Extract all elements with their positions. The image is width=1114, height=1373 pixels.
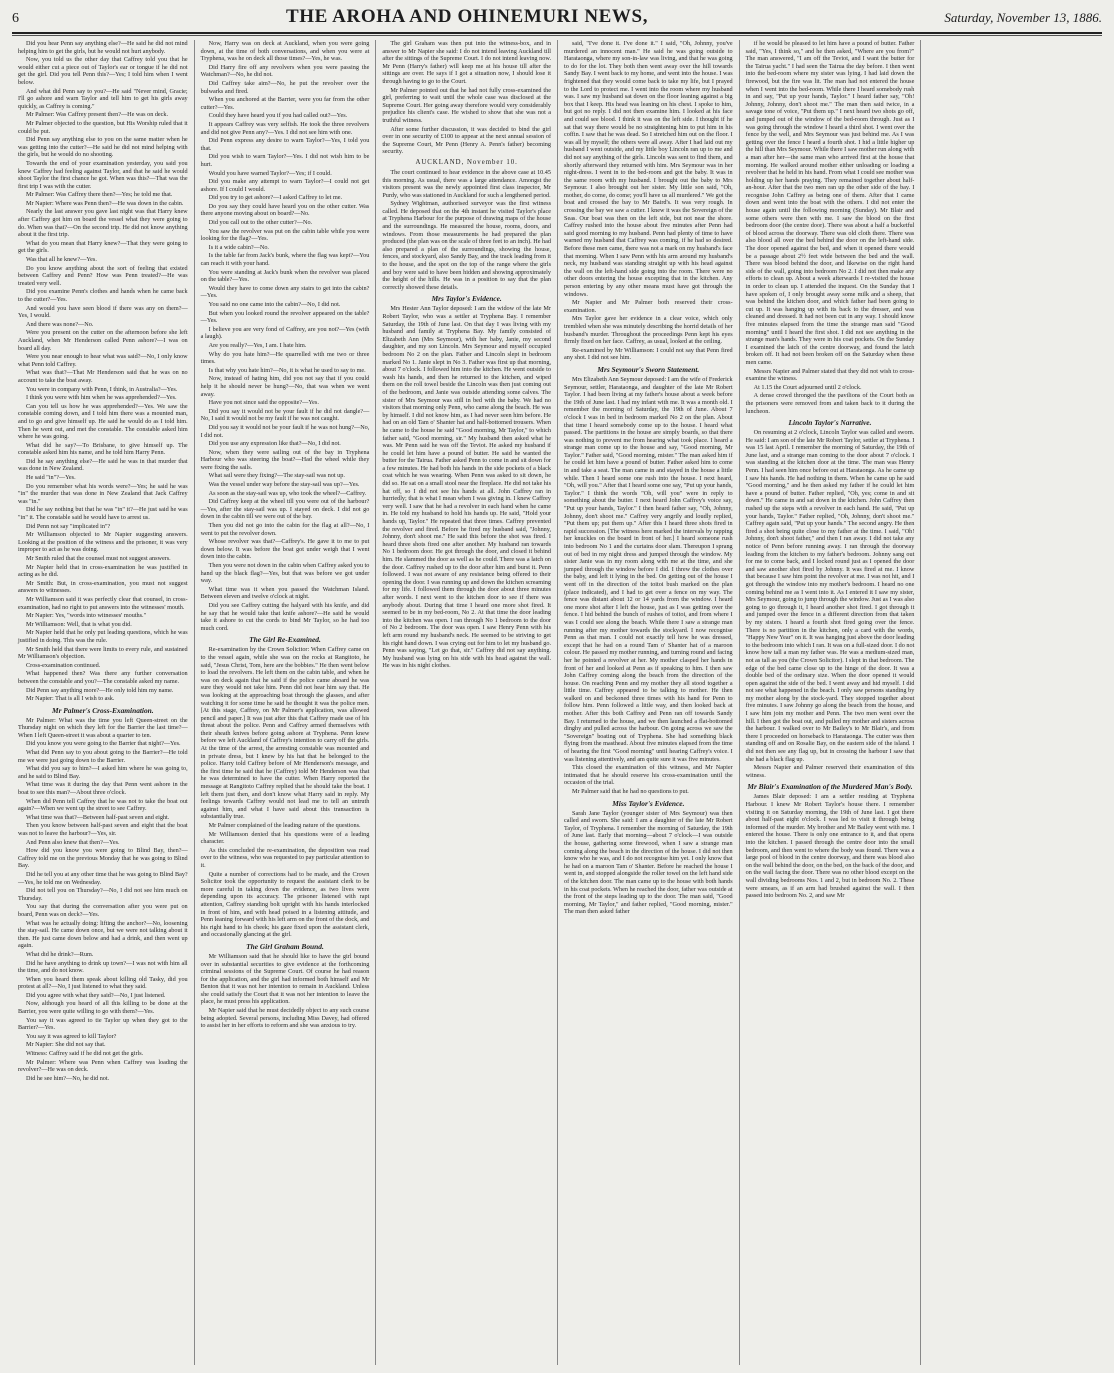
- article-columns: [12, 40, 1102, 1365]
- paragraph: Do you remember what his words were?—Yes; he said he was "in" the murder that was done in New Zealand that Jack Caffrey was "in.": [18, 482, 188, 505]
- paragraph: You say it was agreed to kill Taylor?: [26, 1032, 117, 1040]
- paragraph: I think you were with him when he was apprehended?—Yes.: [26, 394, 177, 402]
- paragraph: Did you hear Penn say anything else?—He said he did not mind helping him to get the girls, but he would not hurt anybody.: [18, 40, 188, 55]
- paragraph: Did he have anything to drink up town?—I was not with him all the time, and do not know.: [18, 959, 188, 975]
- paragraph: When you anchored at the Barrier, were you far from the other cutter?—Yes.: [200, 96, 370, 111]
- paragraph: Mr Palmer said that he had no questions to put.: [572, 788, 689, 795]
- paragraph: Then you know between half-past seven and eight that the boat was not to leave the harbour?—Yes, sir.: [18, 822, 188, 837]
- paragraph: At 1.15 the Court adjourned until 2 o'clock.: [753, 383, 862, 391]
- paragraph: And would you have seen blood if there was any on them?—Yes, I would.: [18, 304, 188, 320]
- paragraph: Cross-examination continued.: [26, 661, 101, 669]
- column-5: [739, 40, 921, 1365]
- masthead: [12, 6, 1102, 34]
- paragraph: Did you say it would not be your fault if he did not dangle?—No, I said it would not be my fault if he was not caught.: [200, 407, 370, 423]
- paragraph: Did he say anything else?—He said he was in that murder that was done in New Zealand.: [18, 457, 188, 473]
- paragraph: Are you really?—Yes, I am. I hate him.: [208, 341, 307, 349]
- paragraph: Messrs Napier and Palmer stated that they did not wish to cross-examine the witness.: [745, 367, 915, 383]
- paragraph: What did Penn say to you about going to the Barrier?—He told me we were just going down to the Barrier.: [18, 749, 188, 764]
- paragraph: You saw the revolver was put on the cabin table while you were looking for the flag?—Yes.: [200, 227, 370, 243]
- paragraph: Now, although you heard of all this killing to be done at the Barrier, you were quite willing to go with them?—Yes.: [18, 1000, 188, 1016]
- paragraph: Did you wish to warn Taylor?—Yes. I did not wish him to be hurt.: [200, 153, 370, 168]
- paragraph: Mr Palmer pointed out that he had not fully cross-examined the girl, preferring to wait until the whole case was disclosed at the Supreme Court. Her going away therefore would very considerably prejudice his client's case. He wished to show that she was not a truthful witness.: [382, 86, 551, 124]
- paragraph: Did you try to get ashore?—I asked Caffrey to let me.: [208, 194, 343, 202]
- paragraph: Mr Williamson said that he should like to have the girl bound over in substantial securities to give evidence at the forthcoming criminal sessions of the Supreme Court. Of course he had reason for the application, and the girl had informed both himself and Mr Benton that it was not her intention to remain in Auckland. Unless she could satisfy the Court that it was not her intention to leave the place, he must press his application.: [200, 952, 370, 1006]
- column-3: [375, 40, 557, 1365]
- paragraph: Mrs Elizabeth Ann Seymour deposed: I am the wife of Frederick Seymour, settler, Harataonga, and daughter of the late Mr Robert Taylor. I had been living at my father's house about a week before the 19th of June last. I had my infant with me. It was a month old. I remember the morning of Saturday, the 19th of June. About 7 o'clock I was in bed in bedroom marked No 2 on the plan. About that time I heard somebody come up to the house. I heard what passed. The partitions in the house are simply boards, so that there was nothing to prevent me from hearing what took place. I heard a strange man come up to the house and say, "Good morning, Mr Taylor." Father said, "Good morning, mister." The man asked him if he could let him have a pound of butter. Father asked him to come in and take a seat. The man came in and stayed in the house a little while. Then I heard some one rush into the house. I next heard, "Oh, will you." After that I heard some one say, "Put up your hands, Taylor." I think the words "Oh, will you" were in reply to something about the butter. I next heard John Caffrey's voice say, "Put up your hands, Taylor." I then heard father say, "Oh, Johnny, Johnny, don't shoot me." Caffrey very angrily and loudly replied, "Put them up; put them up." After this I heard three shots fired in rapid succession. [The witness here marked the intervals by rapping her knuckles on the board in front of her.] I heard someone rush into bedroom No 1 and the curtains door slam. Thereupon I sprang out of bed in my night dress and jumped through the window. My sister Janie was in my room along with me at the time, and she jumped through the window before I did. I threw the clothes over the baby, and left it lying in the bed. On getting out of the house I went off in the direction of the toitoi bush marked on the plan (place indicated), and I had to get over a fence on my way. The fence was distant about 12 or 14 yards from the window. I heard one more shot after I left the house, just as I was getting over the fence. I hid behind the bunch of rushes of toitoi, and from where I was I could see along the beach. While there I saw a strange man running after my mother towards the stockyard. I now recognise Penn as that man. I could not exactly tell how he was dressed, except that he had on a round Tam o' Shanter hat of a maroon colour. He passed my mother running, and turning round and facing her he pointed a revolver at her. My mother clasped her hands in front of her and looked at Penn as if speaking to him. I then saw John Caffrey coming along the beach from the direction of the house. On reaching Penn and my mother they all stood together a little time. Caffrey appeared to be talking to mother. He then walked on and beckoned three times with his hand for Penn to follow him. Penn followed a little way, and then looked back at mother. After this both Caffrey and Penn ran off towards Sandy Bay. I returned to the house, and we then launched a flat-bottomed dinghy and pulled across the harbour. On going across we saw the "Sovereign" boating out of Tryphena. She had something black flying from the masthead. About five minutes elapsed from the time of hearing the first "Good morning" until hearing Caffrey's voice. I was listening attentively, and am quite sure it was five minutes.: [564, 375, 733, 763]
- section-heading: Mr Palmer's Cross-Examination.: [52, 705, 154, 715]
- paragraph: A dense crowd thronged the the pavilions of the Court both as the prisoners were removed from and taken back to it during the luncheon.: [745, 392, 915, 415]
- paragraph: Mr Palmer: Was Caffrey present then?—He was on deck.: [26, 111, 169, 119]
- paragraph: Is that why you hate him?—No, it is what he used to say to me.: [208, 366, 366, 374]
- paragraph: Mr Napier and Mr Palmer both reserved their cross-examination.: [564, 299, 733, 314]
- paragraph: Did Penn express any desire to warn Taylor?—Yes, I told you that.: [200, 137, 370, 152]
- section-heading: Miss Taylor's Evidence.: [612, 798, 685, 808]
- paragraph: But when you looked round the revolver appeared on the table?—Yes.: [200, 309, 370, 325]
- paragraph: What did he say?—To Brisbane, to give himself up. The constable asked him his name, and he told him Harry Penn.: [18, 441, 188, 457]
- paragraph: Mr Napier: That is all I wish to ask.: [26, 695, 115, 703]
- paragraph: Did you see Caffrey cutting the halyard with his knife, and did he say that he would take that knife ashore?—He said he would take it ashore to cut the cords to bind Mr Taylor, so he had too much cord.: [200, 601, 370, 632]
- paragraph: Can you tell us how he was apprehended?—Yes. We saw the constable coming down, and I told him there was a mounted man, and to go and give himself up. He said he would do as I told him. Then he went out, and met the constable. The constable asked him where he was going.: [18, 402, 188, 441]
- paragraph: It appears Caffrey was very selfish. He took the three revolvers and did not give Penn any?—Yes. I did not see him with one.: [200, 120, 370, 136]
- paragraph: Do you say they could have heard you on the other cutter. Was there anyone moving about on board?—No.: [200, 202, 370, 218]
- paragraph: Towards the end of your examination yesterday, you said you knew Caffrey had feeling against Taylor, and that he said he would shoot Taylor the first chance he got. When was this?—That was the first trip I was with the cutter.: [18, 159, 188, 190]
- paragraph: The girl Graham was then put into the witness-box, and in answer to Mr Napier she said: I do not intend leaving Auckland till after the sittings of the Supreme Court. I do not intend leaving now. Mr Penn (Harry's father) will keep me at his house till after the sittings are over. He says if I got a situation now, I should lose it through having to go to the Court.: [382, 40, 551, 85]
- section-heading: The Girl Re-Examined.: [249, 635, 321, 645]
- section-heading: Mrs Seymour's Sworn Statement.: [597, 364, 700, 374]
- paragraph: You say it was agreed to tie Taylor up when they got to the Barrier?—Yes.: [18, 1016, 188, 1032]
- column-2: [194, 40, 376, 1365]
- paragraph: Did you make any attempt to warn Taylor?—I could not get ashore. If I could I would.: [200, 178, 370, 193]
- paragraph: Did he tell you at any other time that he was going to Blind Bay?—Yes, he told me on Wednesday.: [18, 870, 188, 886]
- paragraph: Mrs Taylor gave her evidence in a clear voice, which only trembled when she was minutely describing the horrid details of her husband's murder. Throughout the proceedings Penn kept his eyes firmly fixed on her face. Caffrey, as usual, looked at the ceiling.: [564, 315, 733, 346]
- paragraph: Were you present on the cutter on the afternoon before she left Auckland, when Mr Henderson called Penn ashore?—I was on board all day.: [18, 329, 188, 352]
- paragraph: Sarah Jane Taylor (younger sister of Mrs Seymour) was then called and sworn. She said: I am a daughter of the late Mr Robert Taylor, of Tryphena. I remember the morning of Saturday, the 19th of June last. Early that morning—about 7 o'clock—I was outside the house, gathering some firewood, when I saw a strange man coming along the beach in the direction of the house. I did not then know who he was, and I do not recognise him yet. I only know that he had on a maroon Tam o' Shanter. Before he reached the house I went in, and stopped alongside the roller towel on the left hand side of the kitchen door. The man came up to the house with both hands in his coat pockets. When he reached the door, father was outside at the front of the steps leading up to the door. The man said, "Good morning, Mr Taylor," and father replied, "Good morning, mister." The man then asked father: [564, 809, 733, 916]
- paragraph: Now, you told us the other day that Caffrey told you that he would either cut a piece out of Taylor's ear or tongue if he did not get the girl. Did you tell Penn this?—Yes; I told him when I went below.: [18, 56, 188, 86]
- paragraph: Did you say it would not be your fault if he was not hung?—No, I did not.: [200, 423, 370, 439]
- paragraph: Mr Palmer complained of the leading nature of the questions.: [208, 822, 361, 829]
- paragraph: Whose revolver was that?—Caffrey's. He gave it to me to put down below. It was before the boat got under weigh that I went down into the cabin.: [200, 538, 370, 561]
- paragraph: Do you know anything about the sort of feeling that existed between Caffrey and Penn? How was Penn treated?—He was treated very well.: [18, 264, 188, 287]
- paragraph: Did he say nothing but that he was "in" it?—He just said he was "in" it. The constable said he would have to arrest us.: [18, 506, 188, 522]
- paragraph: Mr Williamson objected to Mr Napier suggesting answers. Looking at the position of the witness and the prisoner, it was very improper to act as he was doing.: [18, 531, 188, 554]
- section-heading: The Girl Graham Bound.: [246, 941, 324, 951]
- page-number: 6: [12, 11, 19, 26]
- paragraph: Did Penn say anything more?—He only told him my name.: [26, 686, 174, 694]
- paragraph: You were standing at Jack's bunk when the revolver was placed on the table?—Yes.: [200, 268, 370, 284]
- paragraph: Witness: Caffrey said if he did not get the girls.: [26, 1050, 144, 1058]
- paragraph: And there was none?—No.: [26, 320, 94, 328]
- paragraph: What was he actually doing: lifting the anchor?—No, loosening the stay-sail. He came down once, but we were not talking about it then. He just came down below and had a drink, and then went up again.: [18, 919, 188, 950]
- paragraph: Re-examined by Mr Williamson: I could not say that Penn fired any shot. I did not see him.: [564, 346, 733, 362]
- paragraph: You say that during the conversation after you were put on board, Penn was on deck?—Yes.: [18, 903, 188, 918]
- paragraph: James Blair deposed: I am a settler residing at Tryphena Harbour. I knew Mr Robert Taylor's house there. I remember visiting it on Saturday morning, the 19th of June last. I got there about half-past eight o'clock. I was led to visit it through being informed of the murder. My brother and Mr Bailey went with me. I entered the house. There is only one entrance to it, and that opens into the kitchen. I passed through the centre door into the small bedroom, and then went to where the body was found. There was a large pool of blood in the centre doorway, and there was blood also on the wall behind the door, on the bed, on the back of the door, and on the wall facing the door. There was no other blood except on the wall dividing bedrooms Nos. 1 and 2, but in bedroom No. 2. These were smears, as if an arm had brushed against the wall. I then passed into bedroom No. 2, and saw Mr: [745, 793, 915, 900]
- paragraph: How did you know you were going to Blind Bay, then?—Caffrey told me on the previous Monday that he was going to Blind Bay.: [18, 847, 188, 870]
- issue-date: Saturday, November 13, 1886.: [944, 10, 1102, 25]
- column-4: [557, 40, 739, 1365]
- paragraph: He said "in"?—Yes.: [26, 474, 76, 482]
- paragraph: Is it a wide cabin?—No.: [208, 243, 269, 251]
- paragraph: Now, instead of hating him, did you not say that if you could help it he should never be hung?—No, that was when we went away.: [200, 375, 370, 398]
- paragraph: Could they have heard you if you had called out?—Yes.: [208, 112, 348, 120]
- paragraph: Did Caffrey keep at the wheel till you were out of the harbour?—Yes, after the stay-sail was up. I stayed on deck. I did not go down in the cabin till we were out of the bay.: [200, 498, 370, 521]
- paragraph: When did Penn tell Caffrey that he was not to take the boat out again?—When we went up the street to see Caffrey.: [18, 797, 188, 813]
- paragraph: Did he see him?—No, he did not.: [26, 1074, 110, 1082]
- column-6: [920, 40, 1102, 1365]
- section-heading: Lincoln Taylor's Narrative.: [788, 418, 872, 428]
- paragraph: Did you use any expression like that?—No, I did not.: [208, 440, 341, 448]
- paragraph: Nearly the last answer you gave last night was that Harry knew after Caffrey got him on board the vessel what they were going to do. When was that?—On the second trip. He did not know anything about it the first trip.: [18, 208, 188, 239]
- paragraph: Was that all he knew?—Yes.: [26, 256, 97, 264]
- paragraph: Then you did not go into the cabin for the flag at all?—No, I went to put the revolver down.: [200, 522, 370, 537]
- paragraph: Did you know you were going to the Barrier that night?—Yes.: [26, 740, 181, 748]
- paragraph: Mr Napier held that he only put leading questions, which he was justified in doing. This was the rule.: [18, 629, 188, 644]
- paragraph: You said no one came into the cabin?—No, I did not.: [208, 301, 341, 308]
- paragraph: What sail were they fixing?—The stay-sail was not up.: [208, 472, 345, 480]
- paragraph: Were you near enough to hear what was said?—No, I only know what Penn told Caffrey.: [18, 353, 188, 368]
- paragraph: Did you examine Penn's clothes and hands when he came back to the cutter?—Yes.: [18, 288, 188, 303]
- paragraph: Sydney Wightman, authorised surveyor was the first witness called. He deposed that on the 4th instant he visited Taylor's place at Tryphena Harbour for the purpose of drawing maps of the house and the surroundings. He measured the house, rooms, doors, and windows. From those measurements he had prepared the plan produced (the plan was on the scale of three feet to an inch). He had also prepared a plan of the surroundings, showing the house, fences, and stockyard, also Sandy Bay, and the track leading from it to the house, and the spot on the top of the range where the girls and boy were said to have been hidden and showing approximately the height of the hills. He was in a position to say that the plan correctly showed these details.: [382, 200, 551, 291]
- paragraph: Why do you hate him?—He quarrelled with me two or three times.: [200, 350, 370, 366]
- paragraph: This closed the examination of this witness, and Mr Napier intimated that he should reserve his cross-examination until the occasion of the trial.: [564, 764, 733, 787]
- paragraph: said, "I've done it. I've done it." I said, "Oh, Johnny, you've murdered an innocent man." He said he was going outside to Harataonga, where my son-in-law was living, and that he was going to do for the lot. They both then went away over the hill towards Sandy Bay. I went back to my home, and went into the house. I was frightened that they would come back to take my life, but I prayed to the Lord to protect me. I went into the room where my husband was. I saw my husband sat down on the floor leaning against a big box that I keep. His head was leaning on his chest. I spoke to him, but got no reply. I did not then examine him. I looked at his face and could see blood. I think it was on the left side. I thought if he sat that way there would be no straightening him to put him in his coffin. I saw that he was dead. So I stretched him out on the floor. I was all by myself; the others were all away. After I had laid out my husband I went outside, and my little boy Lincoln ran up to me and did not say anything of the girls. Lincoln was sent to find them, and shortly afterward they returned with him. Mrs Seymour was in her night-dress. I went in to the bed-room and got the baby. It was in the same room with my husband. I brought out the baby to Mrs Seymour. I also brought out her sister. My little son said, "Oh, mother, do come, do come; you'll have us all murdered." We got the boat and crossed the bay to Mr Baird's. It was very rough. In crossing the bay we saw a cutter. I knew it was the Sovereign of the Seas. Our boat was then on the left side, but not near the shore. Caffrey rushed into the house about five minutes after Penn had said good morning to my husband. Penn had plenty of time to have warned my husband that Caffrey was coming, if he had so desired. Before these men came, there was not a mark on my husband's face that morning. When I saw Penn with his arm around my husband's neck, my husband was standing straight up with his head against the wall on the left-hand side going into the room. There were no other doors entering the house excepting that in the kitchen. Any person entering by any other means must have got through the windows.: [564, 40, 733, 298]
- paragraph: Quite a number of corrections had to be made, and the Crown Solicitor took the opportunity to request the assistant clerk to be more careful in taking down the evidence, as two lives were depending upon its accuracy. The prisoner listened with rapt attention, Caffrey standing bolt upright with his hands interlocked in front of him, and with head poised in a listening attitude, and Penn leaning forward with his left arm on the front of the dock, and his right hand to his cheek; his gaze fixed upon the assistant clerk, and occasionally glancing at the girl.: [200, 870, 370, 939]
- paragraph: As soon as the stay-sail was up, who took the wheel?—Caffrey.: [208, 489, 367, 497]
- paragraph: You were in company with Penn, I think, in Australia?—Yes.: [26, 385, 178, 393]
- newspaper-title: THE AROHA AND OHINEMURI NEWS,: [285, 6, 649, 27]
- paragraph: After some further discussion, it was decided to bind the girl over in one security of £100 to appear at the next annual session of the Supreme Court, Mr Penn (Henry A. Penn's father) becoming security.: [382, 125, 551, 156]
- column-1: [12, 40, 194, 1365]
- paragraph: As this concluded the re-examination, the deposition was read over to the witness, who was requested to pay particular attention to it.: [200, 846, 370, 869]
- paragraph: Mr Palmer: What was the time you left Queen-street on the Thursday night on which they left for the Barrier the last time?—When I left Queen-street it was about a quarter to ten.: [18, 716, 188, 739]
- paragraph: Mr Napier: Where was Penn then?—He was down in the cabin.: [26, 199, 184, 207]
- paragraph: When you heard them speak about killing old Tasky, did you protest at all?—No, I just listened to what they said.: [18, 975, 188, 991]
- section-heading: AUCKLAND, November 10.: [415, 158, 518, 166]
- paragraph: Did you call out to the other cutter?—No.: [208, 219, 313, 227]
- section-heading: Mr Blair's Examination of the Murdered Man's Body.: [747, 782, 913, 792]
- paragraph: What did you say to him?—I asked him where he was going to, and he said to Blind Bay.: [18, 765, 188, 780]
- section-heading: Mrs Taylor's Evidence.: [431, 294, 502, 304]
- paragraph: I believe you are very fond of Caffrey, are you not?—Yes (with a laugh).: [200, 325, 370, 341]
- paragraph: Mr Smith ruled that the counsel must not suggest answers.: [26, 555, 171, 562]
- paragraph: if he would be pleased to let him have a pound of butter. Father said, "Yes, I think so," and he then asked, "Where are you from?" The man answered, "I am off the Teviot, and I want the butter for the Tairua yacht." I had seen the Tairua the day before. I then went into the bed-room where my sister was lying. I had laid down the firewood, but the fire was lit. The man had not entered the house when I went into the bed-room. While there I heard somebody rush in and say, "Put up your hands, Taylor." I heard father say, "Oh! Johnny, Johnny, don't shoot me." The man then said twice, in a savage tone of voice, "Put them up." I next heard two shots go off, and jumped out of the window of the bed-room through. Just as I was going through the window I heard a third shot. I went over the fence by the well, and Mrs Seymour was just behind me. As I was getting over the fence I heard a fourth shot. I hid a little higher up the hill than Mrs Seymour. While there I saw mother run along with a man after her—the same man who arrived first at the house that morning. He walked around mother either unloading or loading a revolver that he held in his hand. From what I could see mother was holding up her hands praying. They remained together about half-an-hour. After that the two men ran up the other side of the bay. I recognise John Caffrey as being one of them. After that I came down and went into the boat with the others. I did not enter the house again until the following morning (Sunday). Mr Blair and some others were then with me. I saw the blood on the first bedroom door (the centre door). There was about a half a bucketful of blood across the doorway. There was old cloth there. There was also blood all over the bed behind the door on the left-hand side. The door opened against the bed, and when it opened there would be a passage about 2½ feet wide between the bed and the wall. There was blood behind the door, and likewise on the right hand side of the wall, going into bedroom No 2. I did not then make any efforts to clean up. About a week afterwards I re-visited the house in order to clean up. I attended the inquest. On the Sunday that I have spoken of, I only brought away some milk and a sheep, that was behind the kitchen door, and which father had been going to cut up. It was hanging up with its back to the dresser, and was cleaned and dressed. It had not been cut in any way. I should know five minutes elapsed from the time the strange man said "Good morning" until I heard the first shot. I did not see anything in the strange man's hands. They were in his coat pockets. On the Sunday I examined the latch of the centre doorway, and found the latch broken off. It had not been broken off on the Saturday when these men came.: [745, 40, 915, 366]
- paragraph: What time was it during the day that Penn went ashore in the boat to see this man?—About three o'clock.: [18, 781, 188, 797]
- paragraph: Mr Palmer: Where was Penn when Caffrey was loading the revolver?—He was on deck.: [18, 1058, 188, 1074]
- masthead-rule: [12, 35, 1102, 36]
- paragraph: Would they have to come down any stairs to get into the cabin?—Yes.: [200, 284, 370, 300]
- paragraph: Mr Williamson said it was perfectly clear that counsel, in cross-examination, had no right to put answers into the witnesses' mouth.: [18, 595, 188, 611]
- paragraph: Now, Harry was on deck at Auckland, when you were going down, at the time of both conversations, and when you were at Tryphena, was he on deck all those times?—Yes, he was.: [200, 40, 370, 63]
- paragraph: Mr Napier: Yes, "words into witnesses' mouths.": [26, 612, 147, 620]
- paragraph: Did not tell you on Thursday?—No, I did not see him much on Thursday.: [18, 887, 188, 902]
- paragraph: Mr Smith held that there were limits to every rule, and sustained Mr Williamson's objection.: [18, 645, 188, 661]
- paragraph: Mrs Hester Ann Taylor deposed: I am the widow of the late Mr Robert Taylor, who was a settler at Tryphena Bay. I remember Saturday, the 19th of June last. On that day I was living with my husband and family at Tryphena Bay. My family consisted of Elizabeth Ann (Mrs Seymour), with her baby, Janie, my second daughter, and my son Lincoln. Mrs Seymour and myself occupied bedroom No 2 on the plan. Father and Lincoln slept in bedroom marked No 1. Janie slept in No 3. Father was first up that morning, about 7 o'clock. I followed him into the kitchen. He went outside to wash his hands, and then he returned to the kitchen, and wiped them on the roll towel beside the Lincoln was then just coming out of the bedroom, and Janie was outside attending some calves. The sister of Mrs Seymour was still in bed with the baby. We had no visitors that morning only Penn, who came along the beach. He was by himself. I did not know him, as I had never seen him before. He had on an old Tam o' Shanter hat and half-bottomed trousers. When he came to the house he said "Good morning, Mr Taylor," to which father said, "Good morning, sir." My husband then asked what he was. Mr Penn said he was off the Teviot. He asked my husband if he could let him have a pound of butter. He said he wanted the butter for the Tairua. Father asked Penn to come in and sit down for a few minutes. He had both his hands in the side pockets of a black coat which he was wearing. When Penn was asked to sit down, he did so. He sat on a small stool near the fireplace. He did not take his hat off, so I did not see his hands at all. John Caffrey ran in hurriedly; that is what I mean when I was giving in. I knew Caffrey very well. I saw that he had a revolver in each hand when he came in. He told my husband to hold his hands up. He said, "Hold your hands up, Taylor." He repeated that three times. Caffrey prevented the revolver and fired. Before he fired my husband said, "Johnny, Johnny, don't shoot me." He said this before the shot was fired. I heard three shots fired one after another. My husband ran towards No 1 bedroom door. He got through the door, and closed it behind him. He slammed the door as well as he could. There was a latch on the door. Caffrey rushed up to the door after him and burst it. Penn followed. I was not aware of any resistance being offered to their opening the door. I was running up and down the kitchen screaming for my life. I followed them through the door about three minutes after words. I next went to the kitchen door to see if there was anybody about. During that time I heard one more shot fired. It seemed to be in my bed-room, No 2. At that time the door leading into the kitchen was open. I ran through No 1 bedroom to the door of No 2 bedroom. The door was open. I saw Henry Penn with his left arm round my husband's neck. He seemed to be striving to get his right hand down. I was crying out for him to let my husband go. Penn was saying, "Let go that, sir." Caffrey did not say anything. My husband was lying on his side with his head against the wall. He was in his night clothes.: [382, 305, 551, 670]
- paragraph: Messrs Napier and Palmer reserved their examination of this witness.: [745, 764, 915, 779]
- paragraph: What was that?—That Mr Henderson said that he was on no account to take the boat away.: [18, 369, 188, 384]
- paragraph: What time was that?—Between half-past seven and eight.: [26, 813, 170, 821]
- paragraph: Was the vessel under way before the stay-sail was up?—Yes.: [208, 481, 360, 489]
- paragraph: Mr Smith: But, in cross-examination, you must not suggest answers to witnesses.: [18, 579, 188, 595]
- paragraph: Now, when they were sailing out of the bay in Tryphena Harbour who was steering the boat?—Had the wheel while they were fixing the sails.: [200, 448, 370, 471]
- paragraph: What time was it when you passed the Watchman Island. Between eleven and twelve o'clock at night.: [200, 585, 370, 601]
- paragraph: Would you have warned Taylor?—Yes; if I could.: [208, 169, 332, 177]
- paragraph: Mr Williamson denied that his questions were of a leading character.: [200, 830, 370, 846]
- paragraph: What did he drink?—Rum.: [26, 950, 94, 958]
- paragraph: Did Caffrey take aim?—No, he put the revolver over the bulwarks and fired.: [200, 79, 370, 95]
- paragraph: The court continued to hear evidence in the above case at 10.45 this morning. As usual, there was a large attendance. Amongst the visitors present was the newly appointed first class inspector, Mr Purdy, who was stationed in Auckland for such a lengthened period.: [382, 168, 551, 199]
- paragraph: What do you mean that Harry knew?—That they were going to get the girls.: [18, 239, 188, 255]
- paragraph: Did Harry fire off any revolvers when you were passing the Watchman?—No, he did not.: [200, 63, 370, 79]
- paragraph: On resuming at 2 o'clock, Lincoln Taylor was called and sworn. He said: I am son of the late Mr Robert Taylor, settler at Tryphena. I was 15 last April. I remember the morning of Saturday, the 19th of June last, and a strange man coming to the door about 7 o'clock. I was standing at the kitchen door at the time. The man was Henry Penn. I had seen him once before out at Harataonga. As he came up I saw his hands. He had nothing in them. When he came up he said "Good morning," and he then asked my father if he could let him have a pound of butter. Father replied, "Oh, yes; come in and sit down." He came in and sat down in the kitchen. John Caffrey then rushed up the steps with a revolver in each hand. He said, "Put up your hands, Taylor." Father replied, "Oh, Johnny, don't shoot me." Caffrey again said, "Put up your hands." The second angry. He then fired a shot being quite close to my father at the time. I said, "Oh! Johnny, don't shoot father," and then I ran away. I did not take any notice of Penn before running away. I ran through the doorway leading from the kitchen to my father's bedroom. Johnny sang out for me to come back, and I locked round just as I opened the door and saw another shot fired by Johnny. It was fired at me. I know that because I saw him point the revolver at me. I was not hit, and I got through the window into my mother's bedroom. I heard no one coming behind me as I went into it. As I entered it I saw my sister, Mrs Seymour, going to jump through the window. Just as I was also going to go through it, I heard another shot fired. I got through it and jumped over the fence in a different direction from that taken by my sisters. I heard a fourth shot fired going over the fence. There is no partition in the kitchen, only a card with the words, "Happy New Year" on it. It was hanging just above the door leading to the bedroom into which I ran. It was on a full-sized door. I do not know how tall a man my father was. He was a medium-sized man, not as tall as you (the Crown Solicitor). I slept in that bedroom. The edge of the bed came close up to the hinge of the door. It was a double bed of the ordinary size. When the door opened it would open against the side of the bed. I went away and hid myself. I did not see what happened in the beach. I only saw persons standing by my mother along by the stock-yard. They stopped together about five minutes. I saw Johnny go along the beach from the house, and I saw him join my mother and Penn. The two men went over the hill. I then got the boat out, and pulled my mother and sisters across the harbour. I walked over to Mr Bailey's to Mr Blair's, and from there I proceeded on horseback to Harataonga. The cutter was then standing off and on Rosalie Bay, on the eastern side of the island. I did not then see any flag up, but in crossing the harbour I saw that she had a black flag up.: [745, 429, 915, 763]
- paragraph: Mr Napier held that in cross-examination he was justified in acting as he did.: [18, 563, 188, 579]
- paragraph: Did you agree with what they said?—No, I just listened.: [26, 991, 166, 999]
- paragraph: What happened then? Was there any further conversation between the constable and you?—The constable asked my name.: [18, 670, 188, 685]
- paragraph: Mr Napier: She did not say that.: [26, 1041, 106, 1049]
- paragraph: Re-examination by the Crown Solicitor: When Caffrey came on to the vessel again, while she was on the rocks at Rangitoto, he said, "Jesus Christ, Tom, here are the bobbies." He then went below to load the revolvers. He left them on the cabin table, and when he was on deck again that he said if the police came aboard he was sure they would not take him. Penn did not hear him say that. He was looking at the approaching boat through the glasses, and after watching it for some time he said he thought it was the police men. [At this stage, Caffrey, on Mr Palmer's application, was allowed pencil and paper.] It was just after this that Caffrey made use of his threat about the police. Penn and Caffrey armed themselves with their sheath knives before going ashore at Tryphena. Penn knew before we left Auckland of Caffrey's intention to carry off the girls. At the time of the arrest, the arresting constable was mounted and in private dress, but I knew by his hat that he belonged to the police. Harry told Caffrey before of Mr Henderson's message, and the first time he said that he (Caffrey) told Mr Henderson was that he was determined to have the cutter. When Harry reported the message at Rangitoto Caffrey replied that he should take the boat. I left them just then, and don't know what Harry said in reply. My feelings towards Caffrey would not lead me to tell an untruth against him, and what I have said about this transaction is substantially true.: [200, 646, 370, 821]
- paragraph: Mr Palmer objected to the question, but His Worship ruled that it could be put.: [18, 119, 188, 135]
- paragraph: Mr Palmer: Was Caffrey there then?—Yes; he told me that.: [26, 191, 173, 199]
- paragraph: Is the table far from Jack's bunk, where the flag was kept?—You can reach it with your hand.: [200, 252, 370, 268]
- paragraph: Then you were not down in the cabin when Caffrey asked you to hand up the black flag?—Yes, but that was before we got under way.: [200, 562, 370, 585]
- paragraph: Did Penn not say "implicated in"?: [26, 522, 111, 530]
- paragraph: And Penn also knew that then?—Yes.: [26, 838, 120, 846]
- paragraph: And what did Penn say to you?—He said "Never mind, Gracie; I'll go ashore and warn Taylor and tell him to get his girls away quickly, as Caffrey is coming.": [18, 87, 188, 110]
- paragraph: Did Penn say anything else to you on the same matter when he was getting into the cutter?—He said he did not mind helping with the girls, but he would do no shooting.: [18, 136, 188, 159]
- paragraph: Mr Williamson: Well, that is what you did.: [26, 620, 132, 628]
- paragraph: Mr Napier said that he must decidedly object to any such course being adopted. Several persons, including Miss Davey, had offered to assist her in her efforts to reform and she was anxious to try.: [200, 1007, 370, 1030]
- paragraph: Have you not since said the opposite?—Yes.: [208, 399, 319, 407]
